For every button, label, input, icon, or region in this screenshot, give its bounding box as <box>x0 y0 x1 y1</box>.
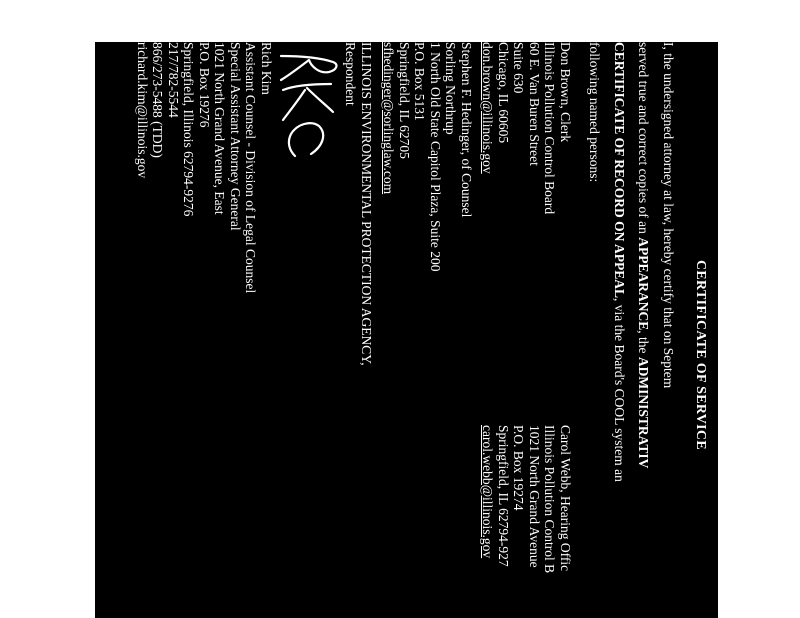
counsel-name: Stephen F. Hedinger, of Counsel <box>459 42 474 218</box>
signer-email[interactable]: richard.kim@illinois.gov <box>135 42 150 179</box>
scanned-page <box>95 42 718 618</box>
appearance-term: APPEARANCE <box>636 237 652 331</box>
certify-line-3-post: , via the Board's COOL system an <box>612 298 627 482</box>
certificate-of-record-term: CERTIFICATE OF RECORD ON APPEAL <box>612 42 627 299</box>
administrative-term: ADMINISTRATIV <box>636 356 652 469</box>
certify-line-2-mid: , the <box>636 330 652 357</box>
signer-city: Springfield, Illinois 62794-9276 <box>181 42 197 217</box>
counsel-city: Springfield, IL 62705 <box>397 42 412 159</box>
signer-street: 1021 North Grand Avenue, East <box>212 42 228 215</box>
signer-tdd: 866/273-5488 (TDD) <box>150 42 166 158</box>
respondent-agency: ILLINOIS ENVIRONMENTAL PROTECTION AGENCY, <box>359 42 374 366</box>
clerk-city: Chicago, IL 60605 <box>496 42 511 144</box>
signer-block <box>135 42 275 293</box>
clerk-street: 60 E. Van Buren Street <box>527 42 542 166</box>
certify-line-1 <box>661 42 677 482</box>
certify-line-1-text: I, the undersigned attorney at law, hereby certify that on Septem <box>661 42 676 389</box>
signer-title: Assistant Counsel - Division of Legal Counsel <box>243 42 259 294</box>
hearing-officer-organization: Illinois Pollution Control B <box>542 425 558 574</box>
recipient-clerk <box>480 42 573 214</box>
respondent-block <box>343 42 374 366</box>
certify-line-4-text: following named persons: <box>587 42 603 183</box>
certify-line-2-pre: served true and correct copies of an <box>636 42 652 238</box>
hearing-officer-city: Springfield, IL 62794-927 <box>496 425 511 567</box>
hearing-officer-email-link[interactable]: carol.webb@illinois.gov <box>480 425 496 559</box>
clerk-organization: Illinois Pollution Control Board <box>542 42 558 215</box>
document-heading: CERTIFICATE OF SERVICE <box>693 260 708 450</box>
clerk-name: Don Brown, Clerk <box>558 42 573 143</box>
hearing-officer-po-box: P.O. Box 19274 <box>511 425 527 511</box>
clerk-suite: Suite 630 <box>511 42 527 94</box>
certify-line-3 <box>612 42 628 482</box>
counsel-po-box: P.O. Box 5131 <box>412 42 428 121</box>
hearing-officer-street: 1021 North Grand Avenue <box>527 425 542 568</box>
rotated-document <box>95 42 718 618</box>
recipient-counsel <box>381 42 474 271</box>
recipient-hearing-officer <box>480 425 573 573</box>
clerk-email-link[interactable]: don.brown@illinois.gov <box>480 42 496 174</box>
signature-mark <box>275 50 341 160</box>
certify-line-4 <box>587 42 603 482</box>
signer-role: Special Assistant Attorney General <box>228 42 243 231</box>
signer-phone: 217/782-5544 <box>166 42 181 118</box>
counsel-firm: Sorling Northrup <box>443 42 459 135</box>
hearing-officer-name: Carol Webb, Hearing Offic <box>558 425 573 572</box>
signer-name: Rich Kim <box>259 42 274 95</box>
respondent-role: Respondent <box>343 42 359 106</box>
certification-paragraph <box>587 42 676 482</box>
counsel-email-link[interactable]: sfhedinger@sorlinglaw.com <box>381 42 397 195</box>
counsel-street: 1 North Old State Capitol Plaza, Suite 200 <box>428 42 443 272</box>
signer-po-box: P.O. Box 19276 <box>197 42 212 128</box>
certify-line-2 <box>636 42 652 482</box>
